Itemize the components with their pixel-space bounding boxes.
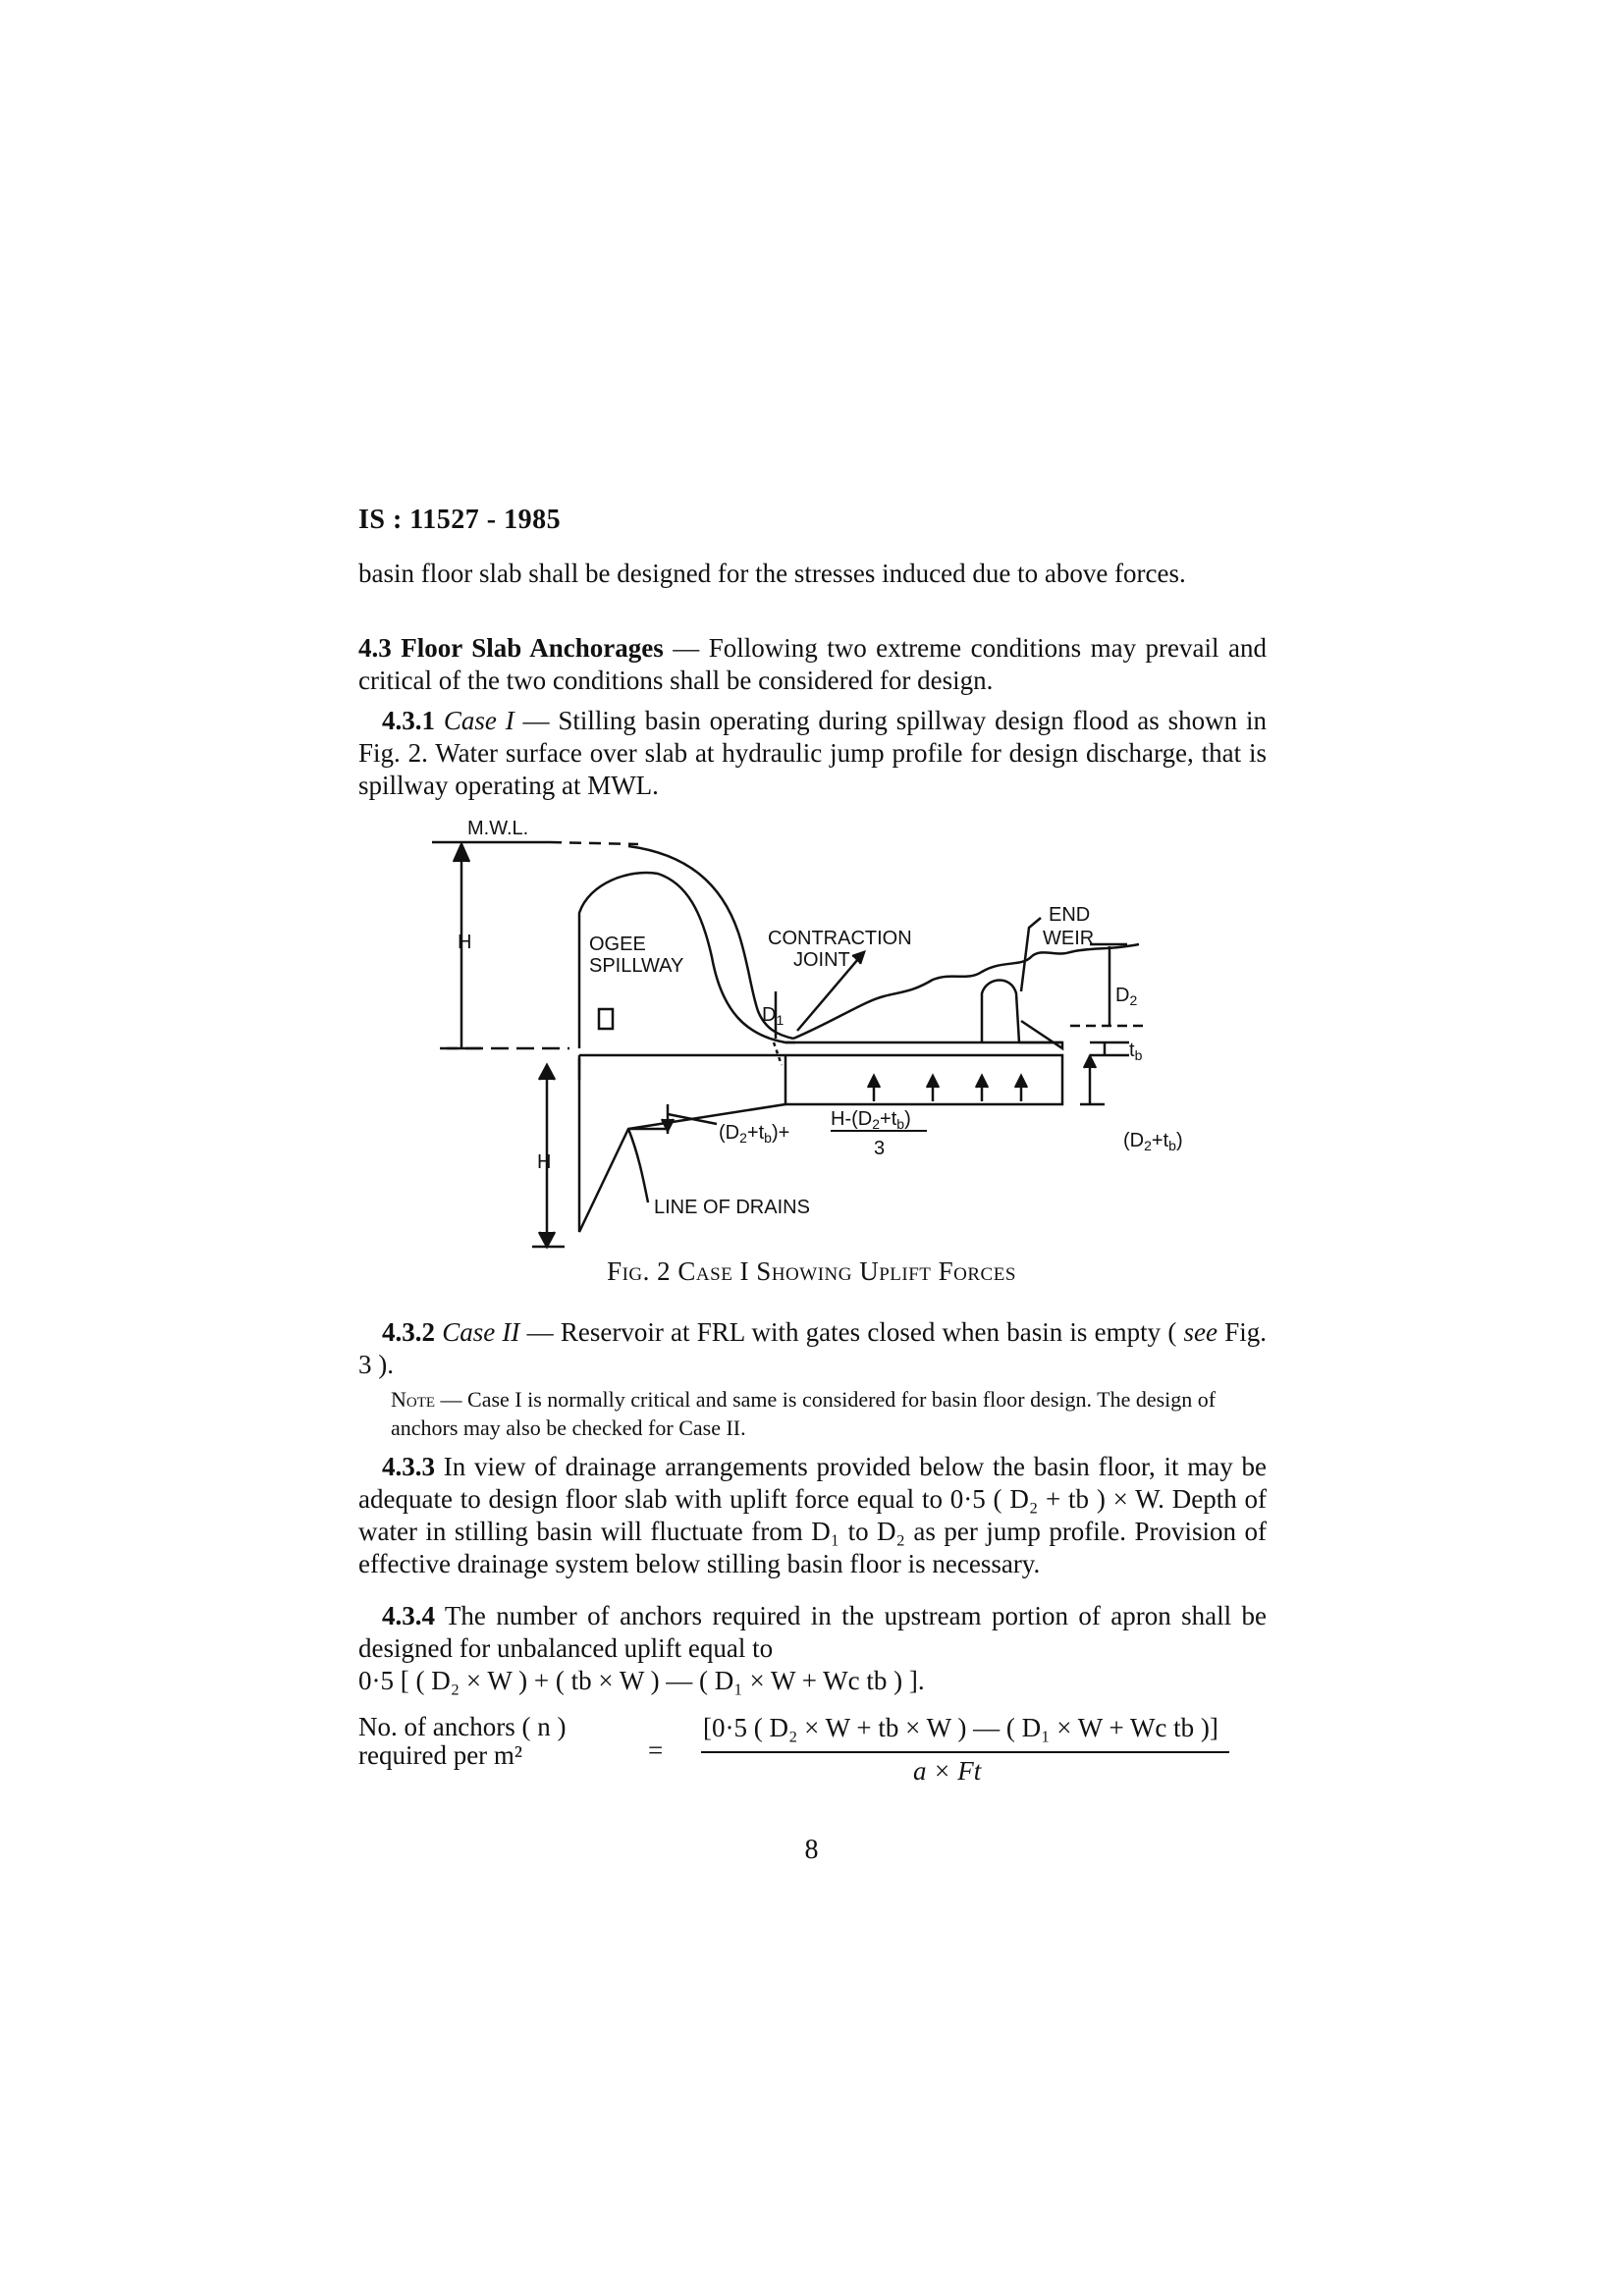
uplift-expression-numerator: $H-(D_2+t_b)$ bbox=[831, 1108, 911, 1132]
case-label: Case I bbox=[443, 706, 514, 735]
ogee-label-2: SPILLWAY bbox=[589, 955, 684, 977]
end-weir-label-1: END bbox=[1049, 904, 1091, 926]
mwl-label: M.W.L. bbox=[467, 818, 529, 839]
section-text: — Stilling basin operating during spillway design flood as shown in Fig. 2. Water surface over slab at hydraulic jump profile for design discharge, that is spillway operating at MWL. bbox=[358, 706, 1267, 800]
section-4-3-2 bbox=[358, 1316, 1267, 1381]
page-number: 8 bbox=[804, 1835, 819, 1865]
equals-sign: = bbox=[648, 1735, 664, 1765]
h-top-label: H bbox=[458, 932, 472, 953]
figure-caption: Fig. 2 Case I Showing Uplift Forces bbox=[607, 1256, 1016, 1286]
section-text: In view of drainage arrangements provided below the basin floor, it may be adequate to design floor slab with uplift force equal to 0·5 ( D₂ + tb ) × W. Depth of water in stilling basin will fluctuate from D₁ to D₂ as per jump profile. Provision of effective drainage system below stilling basin floor is necessary. bbox=[358, 1452, 1268, 1578]
uplift-formula: 0·5 [ ( D₂ × W ) + ( tb × W ) — ( D₁ × W + Wc tb ) ]. bbox=[358, 1666, 925, 1695]
tb-label: $t_b$ bbox=[1129, 1040, 1143, 1063]
drains-leader bbox=[628, 1129, 648, 1202]
contraction-label-2: JOINT bbox=[793, 949, 850, 971]
section-number: 4.3.3 bbox=[382, 1452, 435, 1481]
slab bbox=[579, 1055, 1062, 1104]
anchors-denominator: a × Ft bbox=[913, 1756, 982, 1786]
gallery-box bbox=[599, 1009, 613, 1029]
end-weir-toe bbox=[1019, 1021, 1062, 1048]
section-number: 4.3.2 bbox=[382, 1317, 435, 1347]
section-number: 4.3.4 bbox=[382, 1601, 435, 1630]
anchors-label-line-2: required per m² bbox=[358, 1740, 523, 1770]
end-weir-label-2: WEIR bbox=[1043, 928, 1095, 949]
note-text: — Case I is normally critical and same is considered for basin floor design. The design of anchors may also be checked for Case II. bbox=[391, 1387, 1217, 1440]
section-heading: Floor Slab Anchorages bbox=[401, 633, 664, 663]
case-label: Case II bbox=[442, 1317, 520, 1347]
uplift-expression-denominator: 3 bbox=[874, 1138, 886, 1159]
section-text-end: Fig. 3 ). bbox=[358, 1317, 1268, 1379]
section-4-3-4 bbox=[358, 1600, 1267, 1665]
section-number: 4.3.1 bbox=[382, 706, 435, 735]
see-reference: see bbox=[1183, 1317, 1218, 1347]
end-weir-leader bbox=[1021, 918, 1041, 991]
h-bottom-label: H bbox=[537, 1151, 552, 1173]
line-of-drains-label: LINE OF DRAINS bbox=[654, 1197, 810, 1218]
fraction-bar bbox=[701, 1751, 1229, 1753]
contraction-label-1: CONTRACTION bbox=[768, 928, 912, 949]
paragraph-intro: basin floor slab shall be designed for the stresses induced due to above forces. bbox=[358, 559, 1186, 588]
anchors-numerator: [0·5 ( D₂ × W + tb × W ) — ( D₁ × W + Wc tb )] bbox=[703, 1713, 1218, 1742]
uplift-expression-left: $(D_2+t_b)+$ bbox=[719, 1122, 790, 1146]
ogee-label-1: OGEE bbox=[589, 934, 646, 955]
d1-label: $D_1$ bbox=[762, 1004, 784, 1028]
note-label: Note bbox=[391, 1387, 436, 1412]
note bbox=[391, 1385, 1267, 1442]
section-text: — Following two extreme conditions may prevail and critical of the two conditions shall be considered for design. bbox=[358, 633, 1267, 695]
d2-label: $D_2$ bbox=[1115, 985, 1138, 1008]
section-4-3-3 bbox=[358, 1451, 1267, 1580]
anchors-label-line-1: No. of anchors ( n ) bbox=[358, 1712, 567, 1741]
standard-header: IS : 11527 - 1985 bbox=[358, 505, 562, 535]
section-text: — Reservoir at FRL with gates closed when basin is empty ( bbox=[519, 1317, 1184, 1347]
section-number: 4.3 bbox=[358, 633, 392, 663]
end-weir bbox=[982, 980, 1019, 1042]
mwl-dashed-line bbox=[550, 842, 638, 844]
section-text: The number of anchors required in the upstream portion of apron shall be designed for unbalanced uplift equal to bbox=[358, 1601, 1267, 1663]
anchors-label bbox=[358, 1713, 566, 1770]
right-dimension-label: $(D_2+t_b)$ bbox=[1123, 1130, 1183, 1153]
